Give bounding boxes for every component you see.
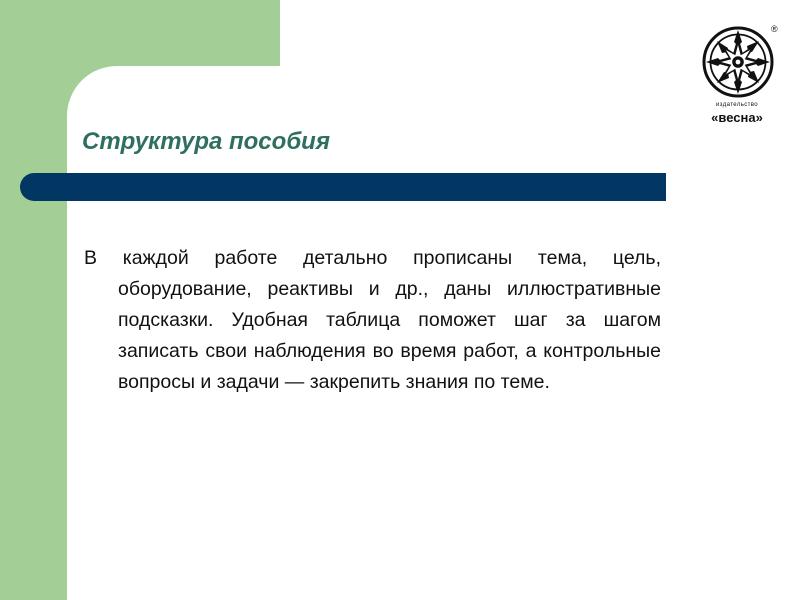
publisher-emblem-icon [702,26,774,98]
emblem-star [712,36,764,88]
publisher-name: «весна» [711,110,763,125]
slide-body-text: В каждой работе детально прописаны тема, цель, оборудование, реактивы и др., даны иллюстративные подсказки. Удобная таблица поможет шаг за шагом записать свои наблюдения во время работ, а контрольные вопросы и задачи — закрепить знания по теме. [84,247,661,393]
publisher-caption: издательство [715,102,759,108]
registered-mark: ® [771,24,778,34]
title-accent-bar [20,173,666,201]
slide-title: Структура пособия [82,128,330,155]
publisher-logo [695,22,779,128]
